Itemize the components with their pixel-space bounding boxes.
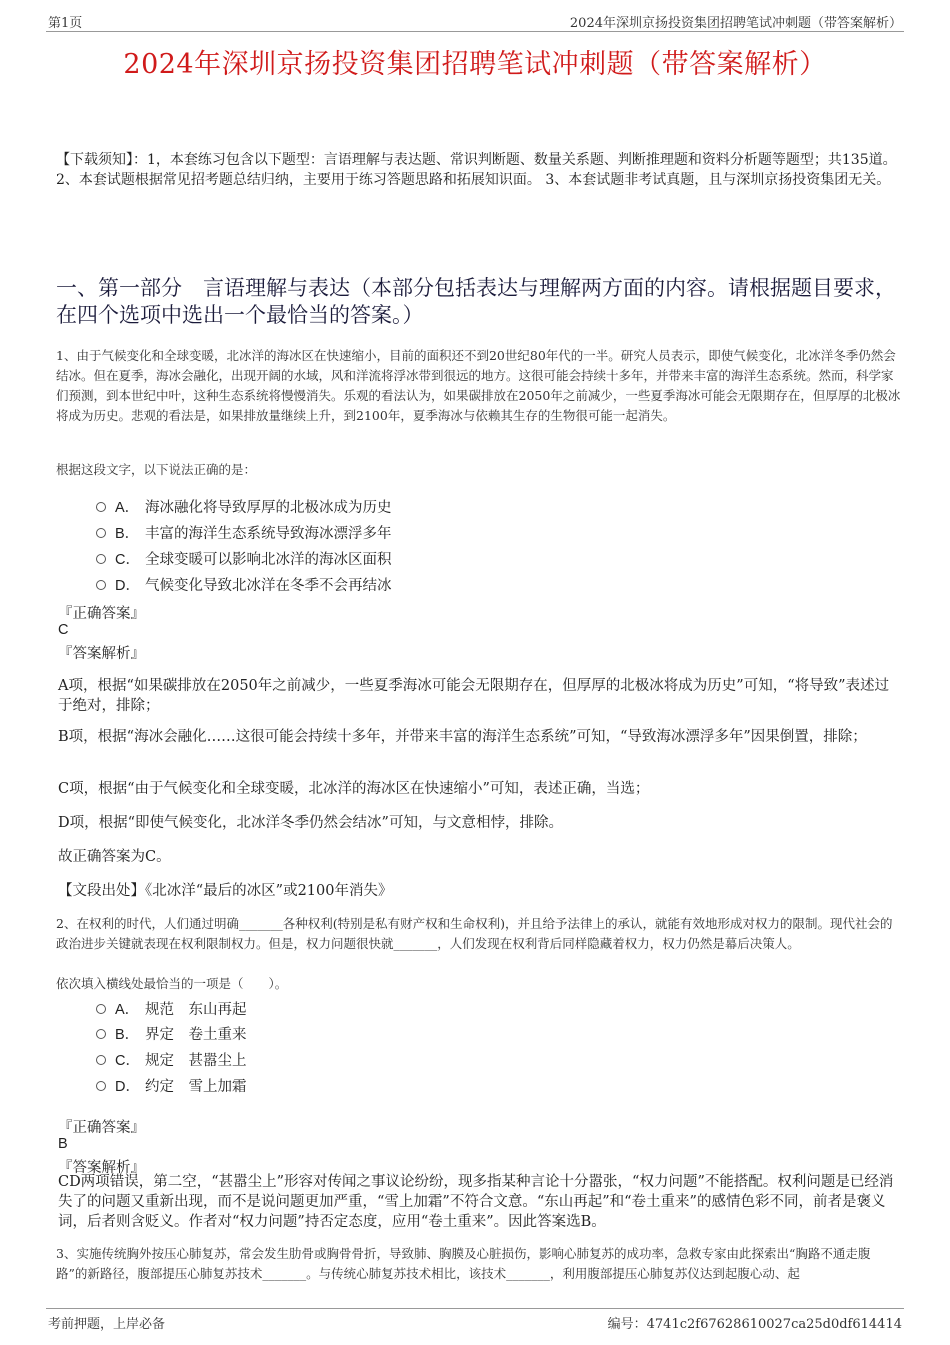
option-text: 全球变暖可以影响北冰洋的海冰区面积 [145,552,392,568]
option-label: B． [115,1027,140,1043]
q1-answer-label: 『正确答案』 [58,606,145,622]
option-label: C． [115,552,140,568]
option-text: 规定 甚嚣尘上 [145,1053,247,1069]
q2-analysis-label: 『答案解析』 [58,1160,145,1176]
q2-stem: 2、在权利的时代，人们通过明确_______各种权利(特别是私有财产权和生命权利)，并且给予法律上的承认，就能有效地形成对权力的限制。现代社会的政治进步关键就表现在权利限制权力。但是，权力问题很快就_______，人们发现在权利背后同样隐藏着权力，权力仍然是幕后决策人。 [56,916,893,951]
radio-icon[interactable] [96,528,106,538]
q1-explanation-d: D项，根据“即使气候变化，北冰洋冬季仍然会结冰”可知，与文意相悖，排除。 [58,815,563,831]
radio-icon[interactable] [96,1004,106,1014]
q2-option-c[interactable] [96,1049,247,1070]
q3-stem: 3、实施传统胸外按压心肺复苏，常会发生肋骨或胸骨骨折，导致肺、胸膜及心脏损伤，影响心肺复苏的成功率，急救专家由此探索出“胸路不通走腹路”的新路径，腹部提压心肺复苏技术_______。与传统心肺复苏技术相比，该技术_______，利用腹部提压心肺复苏仪达到起腹心动、起 [56,1246,871,1281]
radio-icon[interactable] [96,502,106,512]
page-title: 2024年深圳京扬投资集团招聘笔试冲刺题（带答案解析） [123,49,827,80]
option-text: 海冰融化将导致厚厚的北极冰成为历史 [145,500,392,516]
q2-answer-label: 『正确答案』 [58,1120,145,1136]
option-text: 界定 卷土重来 [145,1027,247,1043]
q1-option-c[interactable] [96,548,392,569]
q2-option-b[interactable] [96,1023,247,1044]
q1-explanation-b: B项，根据“海冰会融化……这很可能会持续十多年，并带来丰富的海洋生态系统”可知，“导致海冰漂浮多年”因果倒置，排除； [58,729,867,745]
footer-doc-id: 编号：4741c2f67628610027ca25d0df614414 [607,1317,902,1332]
q1-source: 【文段出处】《北冰洋“最后的冰区”或2100年消失》 [58,883,393,899]
q1-explanation-c: C项，根据“由于气候变化和全球变暖，北冰洋的海冰区在快速缩小”可知，表述正确，当选； [58,781,650,797]
q1-analysis-label: 『答案解析』 [58,646,145,662]
option-label: D． [115,578,140,594]
download-notice: 【下载须知】：1，本套练习包含以下题型：言语理解与表达题、常识判断题、数量关系题、判断推理题和资料分析题等题型；共135道。 2、本套试题根据常见招考题总结归纳，主要用于练习答题思路和拓展知识面。 3、本套试题非考试真题，且与深圳京扬投资集团无关。 [56,152,897,188]
radio-icon[interactable] [96,1081,106,1091]
q1-option-a[interactable] [96,496,392,517]
radio-icon[interactable] [96,1055,106,1065]
header-doc-title: 2024年深圳京扬投资集团招聘笔试冲刺题（带答案解析） [569,16,902,31]
q2-answer: B [58,1136,68,1152]
radio-icon[interactable] [96,580,106,590]
q2-option-d[interactable] [96,1075,247,1096]
q2-explanation: CD两项错误，第二空，“甚嚣尘上”形容对传闻之事议论纷纷，现多指某种言论十分嚣张，“权力问题”不能搭配。权利问题是已经消失了的问题又重新出现，而不是说问题更加严重，“雪上加霜”不符合文意。“东山再起”和“卷土重来”的感情色彩不同，前者是褒义词，后者则含贬义。作者对“权力问题”持否定态度，应用“卷土重来”。因此答案选B。 [58,1174,894,1230]
option-label: D． [115,1079,140,1095]
option-label: B． [115,526,140,542]
option-text: 约定 雪上加霜 [145,1079,247,1095]
q2-prompt: 依次填入横线处最恰当的一项是（ ）。 [56,976,288,991]
footer-slogan: 考前押题，上岸必备 [48,1317,166,1332]
q1-explanation-a: A项，根据“如果碳排放在2050年之前减少，一些夏季海冰可能会无限期存在，但厚厚的北极冰将成为历史”可知，“将导致”表述过于绝对，排除； [58,678,890,714]
header-page-number: 第1页 [48,16,83,31]
option-text: 丰富的海洋生态系统导致海冰漂浮多年 [145,526,392,542]
option-label: C． [115,1053,140,1069]
option-label: A． [115,500,140,516]
option-text: 气候变化导致北冰洋在冬季不会再结冰 [145,578,392,594]
q1-conclusion: 故正确答案为C。 [58,849,171,865]
q1-answer: C [58,622,69,638]
q1-option-d[interactable] [96,574,392,595]
footer-divider [46,1308,904,1309]
q1-stem: 1、由于气候变化和全球变暖，北冰洋的海冰区在快速缩小，目前的面积还不到20世纪80年代的一半。研究人员表示，即使气候变化，北冰洋冬季仍然会结冰。但在夏季，海冰会融化，出现开阔的水域，风和洋流将浮冰带到很远的地方。这很可能会持续十多年，并带来丰富的海洋生态系统。然而，科学家们预测，到本世纪中叶，这种生态系统将慢慢消失。乐观的看法认为，如果碳排放在2050年之前减少，一些夏季海冰可能会无限期存在，但厚厚的北极冰将成为历史。悲观的看法是，如果排放量继续上升，到2100年，夏季海冰与依赖其生存的生物很可能一起消失。 [56,348,901,423]
section-heading: 一、第一部分 言语理解与表达（本部分包括表达与理解两方面的内容。请根据题目要求，在四个选项中选出一个最恰当的答案。） [56,276,896,327]
radio-icon[interactable] [96,1029,106,1039]
option-text: 规范 东山再起 [145,1002,247,1018]
option-label: A． [115,1002,140,1018]
q1-prompt: 根据这段文字，以下说法正确的是： [56,462,257,477]
radio-icon[interactable] [96,554,106,564]
q2-option-a[interactable] [96,998,247,1019]
header-divider [46,31,904,32]
q1-option-b[interactable] [96,522,392,543]
